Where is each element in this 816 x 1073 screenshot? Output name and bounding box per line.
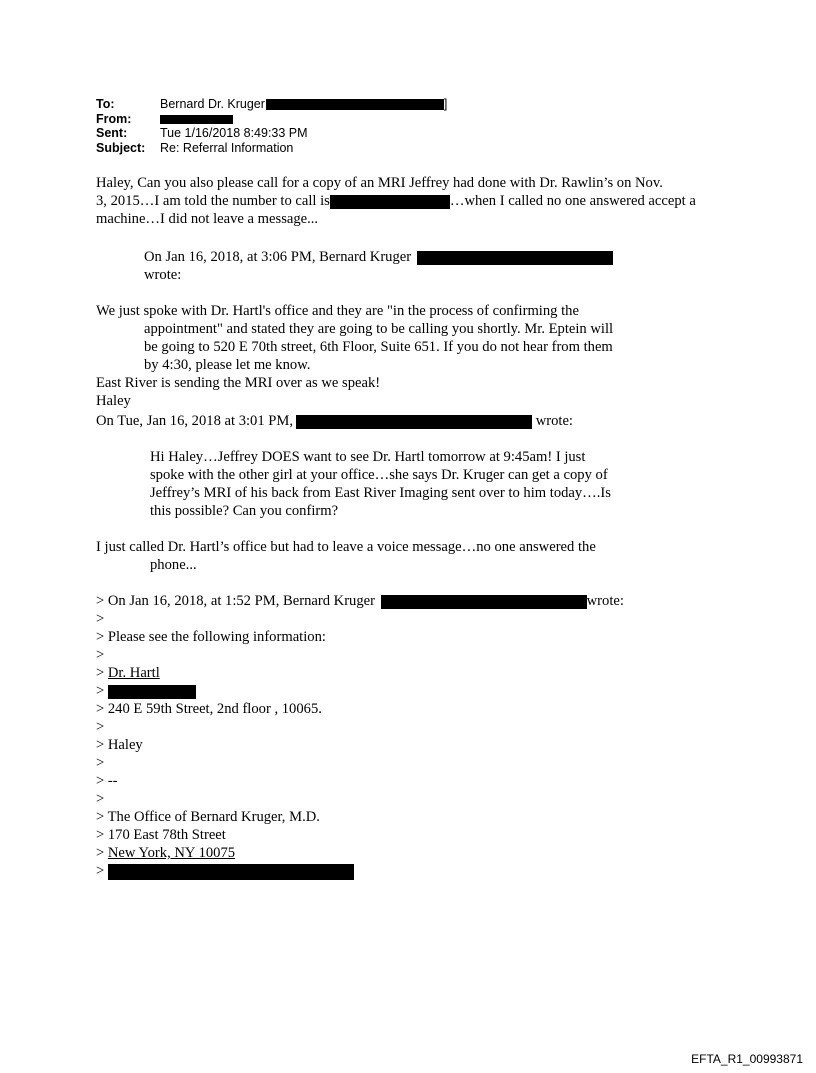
to-row bbox=[96, 97, 447, 112]
quoted-line: > bbox=[96, 647, 105, 663]
from-label: From: bbox=[96, 111, 132, 126]
quote-header-2: On Tue, Jan 16, 2018 at 3:01 PM, wrote: bbox=[96, 413, 573, 429]
subject-value: Re: Referral Information bbox=[160, 140, 294, 155]
message-2: We just spoke with Dr. Hartl's office and they are "in the process of confirming the appointment" and stated they are going to be calling you shortly. Mr. Eptein will be going to 520 E 70th street, 6th Floor, Suite 651. If you do not hear from them by 4:30, please let me know. East River is sending the MRI over as we speak! Haley bbox=[96, 303, 614, 409]
redaction bbox=[160, 115, 233, 124]
to-value-end: ] bbox=[443, 97, 448, 111]
quoted-line: > bbox=[96, 682, 736, 700]
quote-header-1: On Jan 16, 2018, at 3:06 PM, Bernard Kruger wrote: bbox=[96, 248, 736, 302]
document-id: EFTA_R1_00993871 bbox=[691, 1052, 803, 1066]
to-value: Bernard Dr. Kruger bbox=[160, 97, 265, 111]
quoted-line: > Please see the following information: bbox=[96, 629, 326, 645]
message-3: Hi Haley…Jeffrey DOES want to see Dr. Hartl tomorrow at 9:45am! I just spoke with the other girl at your office…she says Dr. Kruger can get a copy of Jeffrey’s MRI of his back from East River Imaging sent over to him today….Is this possible? Can you confirm? bbox=[150, 449, 611, 519]
body-line: machine…I did not leave a message... bbox=[96, 211, 319, 227]
redaction bbox=[330, 195, 450, 209]
redaction bbox=[108, 685, 196, 699]
quoted-line: > New York, NY 10075 bbox=[96, 845, 236, 861]
quoted-line: > 170 East 78th Street bbox=[96, 827, 226, 843]
to-label: To: bbox=[96, 97, 115, 111]
body-line: Haley, Can you also please call for a copy of an MRI Jeffrey had done with Dr. Rawlin’s on Nov. bbox=[96, 175, 663, 191]
sent-value: Tue 1/16/2018 8:49:33 PM bbox=[160, 126, 308, 140]
quoted-line: > bbox=[96, 862, 736, 880]
quoted-line: > On Jan 16, 2018, at 1:52 PM, Bernard Kruger wrote: bbox=[96, 593, 624, 609]
message-1 bbox=[96, 174, 736, 248]
redaction bbox=[417, 251, 613, 265]
redaction bbox=[296, 415, 532, 429]
redaction bbox=[266, 99, 444, 110]
subject-label: Subject: bbox=[96, 140, 146, 155]
redaction bbox=[381, 595, 587, 609]
subject-row bbox=[96, 141, 447, 156]
quoted-original-message bbox=[96, 592, 736, 880]
sent-row bbox=[96, 126, 447, 141]
redaction bbox=[108, 864, 354, 880]
quoted-line: > bbox=[96, 719, 105, 735]
quoted-line: > 240 E 59th Street, 2nd floor , 10065. bbox=[96, 701, 322, 717]
sent-label: Sent: bbox=[96, 126, 128, 140]
email-header bbox=[96, 97, 447, 155]
email-body bbox=[96, 174, 736, 880]
quoted-line: > Haley bbox=[96, 737, 143, 753]
body-line: 3, 2015…I am told the number to call is …when I called no one answered accept a bbox=[96, 193, 696, 209]
quoted-line: > bbox=[96, 755, 105, 771]
quoted-line: > Dr. Hartl bbox=[96, 665, 160, 681]
quoted-line: > The Office of Bernard Kruger, M.D. bbox=[96, 809, 320, 825]
quoted-line: > bbox=[96, 791, 105, 807]
address-link[interactable]: New York, NY 10075 bbox=[107, 845, 236, 861]
doctor-link[interactable]: Dr. Hartl bbox=[107, 665, 160, 681]
quoted-line: > -- bbox=[96, 773, 118, 789]
quoted-line: > bbox=[96, 611, 105, 627]
from-row bbox=[96, 112, 447, 127]
message-4: I just called Dr. Hartl’s office but had to leave a voice message…no one answered the phone... bbox=[96, 539, 596, 573]
